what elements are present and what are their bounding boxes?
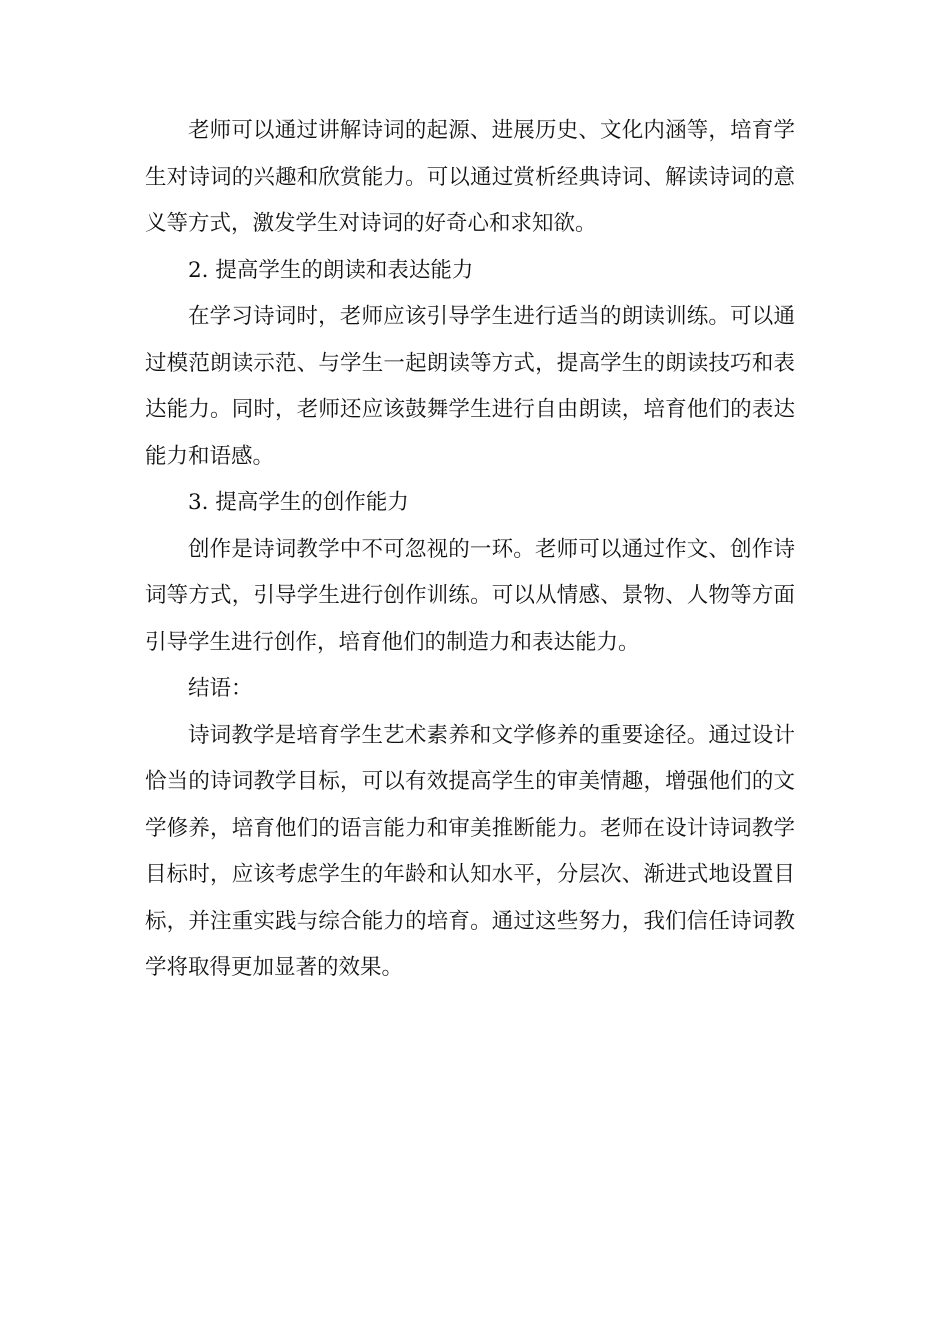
paragraph-reading: 在学习诗词时，老师应该引导学生进行适当的朗读训练。可以通过模范朗读示范、与学生一起朗读等方式，提高学生的朗读技巧和表达能力。同时，老师还应该鼓舞学生进行自由朗读，培育他们的表达能力和语感。 [145, 304, 795, 469]
paragraph-intro: 老师可以通过讲解诗词的起源、进展历史、文化内涵等，培育学生对诗词的兴趣和欣赏能力。可以通过赏析经典诗词、解读诗词的意义等方式，激发学生对诗词的好奇心和求知欲。 [145, 118, 795, 236]
section-heading-conclusion: 结语： [188, 676, 253, 701]
paragraph-conclusion: 诗词教学是培育学生艺术素养和文学修养的重要途径。通过设计恰当的诗词教学目标，可以有效提高学生的审美情趣，增强他们的文学修养，培育他们的语言能力和审美推断能力。老师在设计诗词教学目标时，应该考虑学生的年龄和认知水平，分层次、渐进式地设置目标，并注重实践与综合能力的培育。通过这些努力，我们信任诗词教学将取得更加显著的效果。 [145, 722, 795, 980]
section-heading-creation: 3. 提高学生的创作能力 [188, 490, 409, 515]
section-heading-reading: 2. 提高学生的朗读和表达能力 [188, 257, 474, 283]
document-body [145, 108, 795, 992]
paragraph-creation: 创作是诗词教学中不可忽视的一环。老师可以通过作文、创作诗词等方式，引导学生进行创作训练。可以从情感、景物、人物等方面引导学生进行创作，培育他们的制造力和表达能力。 [145, 536, 795, 655]
